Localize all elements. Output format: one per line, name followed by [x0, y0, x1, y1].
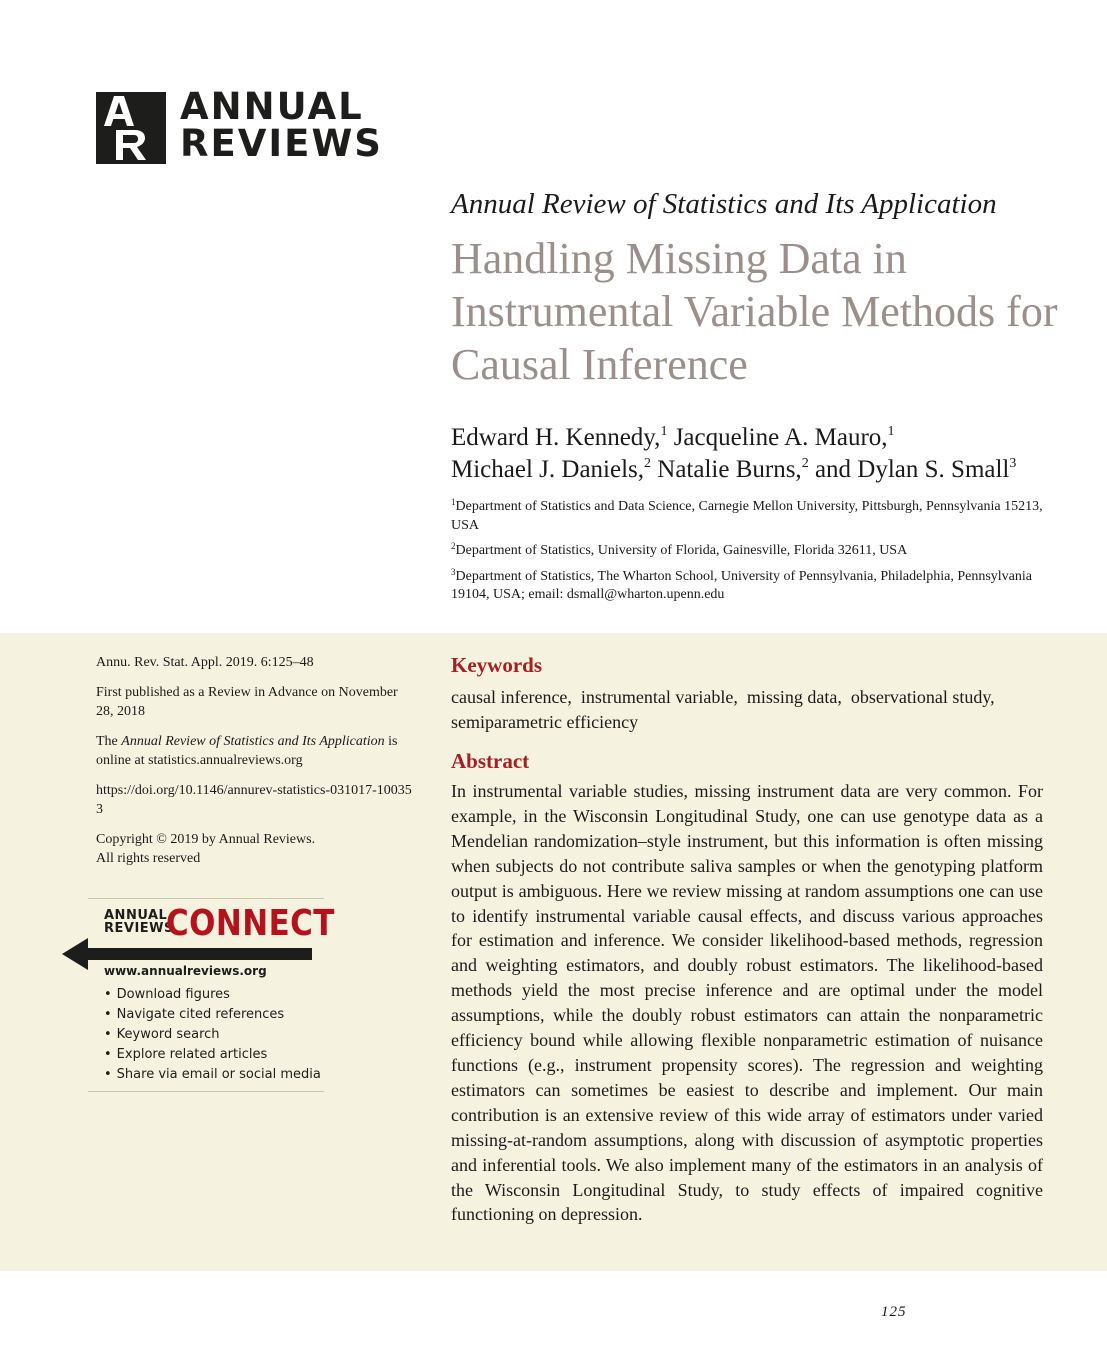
connect-annual-reviews-small: [104, 909, 174, 935]
affiliation-1: [451, 498, 1051, 535]
publication-meta: [96, 653, 416, 879]
connect-bottom-rule: [88, 1091, 324, 1092]
keyword: observational study,: [850, 687, 995, 707]
author-affil-mark: 3: [1009, 456, 1017, 471]
keyword: missing data,: [746, 687, 842, 707]
author-affil-mark: 1: [660, 424, 668, 439]
author-name: Edward H. Kennedy,: [451, 424, 661, 451]
affiliations: [451, 498, 1051, 612]
keywords-heading: Keywords: [451, 653, 542, 677]
connect-feature: • Navigate cited references: [104, 1005, 321, 1025]
connect-annual-small: ANNUAL: [104, 908, 168, 923]
connect-feature: • Download figures: [104, 985, 321, 1005]
logo-line-reviews: REVIEWS: [180, 122, 383, 165]
affiliation-mark: 3: [451, 566, 456, 577]
keywords-abstract-column: [451, 651, 1043, 1227]
citation: Annu. Rev. Stat. Appl. 2019. 6:125–48: [96, 655, 314, 670]
keywords-list: [451, 685, 1043, 735]
affiliation-text: Department of Statistics and Data Science, Carnegie Mellon University, Pittsburgh, Pennsylvania 15213, USA: [451, 499, 1043, 533]
first-published: First published as a Review in Advance on November 28, 2018: [96, 685, 398, 719]
affiliation-text: Department of Statistics, The Wharton School, University of Pennsylvania, Philadelphia, Pennsylvania 19104, USA; email: dsmall@wharton.upenn.edu: [451, 568, 1032, 602]
keyword: causal inference,: [451, 687, 572, 707]
author-name: and Dylan S. Small: [814, 456, 1010, 483]
affiliation-3: [451, 568, 1051, 605]
abstract-heading: Abstract: [451, 749, 530, 773]
copyright-line-1: Copyright © 2019 by Annual Reviews.: [96, 832, 316, 847]
affiliation-2: [451, 542, 1051, 561]
connect-reviews-small: REVIEWS: [104, 921, 174, 936]
author-list: [451, 422, 1091, 486]
author-name: Natalie Burns,: [657, 456, 802, 483]
page-number: 125: [881, 1304, 907, 1320]
keyword: semiparametric efficiency: [451, 712, 639, 732]
keyword: instrumental variable,: [580, 687, 738, 707]
connect-arrow-shaft: [82, 948, 312, 960]
affiliation-text: Department of Statistics, University of Florida, Gainesville, Florida 32611, USA: [455, 543, 908, 558]
logo-line-annual: ANNUAL: [180, 85, 364, 128]
connect-site-link[interactable]: www.annualreviews.org: [104, 964, 267, 978]
online-prefix: The: [96, 734, 122, 749]
abstract-text: In instrumental variable studies, missing instrument data are very common. For example, in the Wisconsin Longitudinal Study, one can use genotype data as a Mendelian randomization–style instrument, but this information is often missing when subjects do not contribute saliva samples or when the genotyping platform output is ambiguous. Here we review missing at random assumptions one can use to identify instrumental variable causal effects, and discuss various approaches for estimation and inference. We consider likelihood-based methods, regression and weighting estimators, and doubly robust estimators. The likelihood-based methods yield the most precise inference and are optimal under the model assumptions, while the doubly robust estimators can attain the nonparametric efficiency bound while allowing flexible nonparametric estimation of nuisance functions (e.g., instrument propensity scores). The regression and weighting estimators can sometimes be easiest to describe and implement. Our main contribution is an extensive review of this wide array of estimators under varied missing-at-random assumptions, along with discussion of asymptotic properties and inferential tools. We also implement many of the estimators in an analysis of the Wisconsin Longitudinal Study, to study effects of impaired cognitive functioning on depression.: [451, 781, 1043, 1225]
author-affil-mark: 1: [887, 424, 895, 439]
affiliation-mark: 2: [451, 541, 456, 551]
article-title: Handling Missing Data in Instrumental Variable Methods for Causal Inference: [451, 234, 1058, 389]
connect-feature-list: [104, 985, 321, 1085]
online-availability: [96, 732, 416, 770]
connect-feature: • Explore related articles: [104, 1045, 321, 1065]
connect-wordmark: CONNECT: [166, 903, 335, 944]
affiliation-mark: 1: [451, 497, 456, 507]
copyright-line-2: All rights reserved: [96, 851, 201, 866]
doi-link[interactable]: https://doi.org/10.1146/annurev-statistics-031017-100353: [96, 783, 412, 817]
logo-wordmark: [180, 85, 383, 165]
author-affil-mark: 2: [644, 456, 652, 471]
journal-name: Annual Review of Statistics and Its Application: [451, 188, 997, 220]
author-name: Jacqueline A. Mauro,: [673, 424, 888, 451]
copyright: [96, 830, 416, 868]
annual-reviews-connect-box[interactable]: [62, 898, 335, 1093]
connect-top-rule: [88, 898, 324, 899]
connect-feature: • Share via email or social media: [104, 1065, 321, 1085]
author-name: Michael J. Daniels,: [451, 456, 645, 483]
online-suffix: is online at statistics.annualreviews.org: [96, 734, 398, 768]
online-journal: Annual Review of Statistics and Its Application: [121, 734, 385, 749]
ar-logo-mark-icon: [96, 92, 166, 164]
author-line-2: [451, 454, 1091, 486]
author-line-1: [451, 422, 1091, 454]
connect-feature: • Keyword search: [104, 1025, 321, 1045]
author-affil-mark: 2: [801, 456, 809, 471]
